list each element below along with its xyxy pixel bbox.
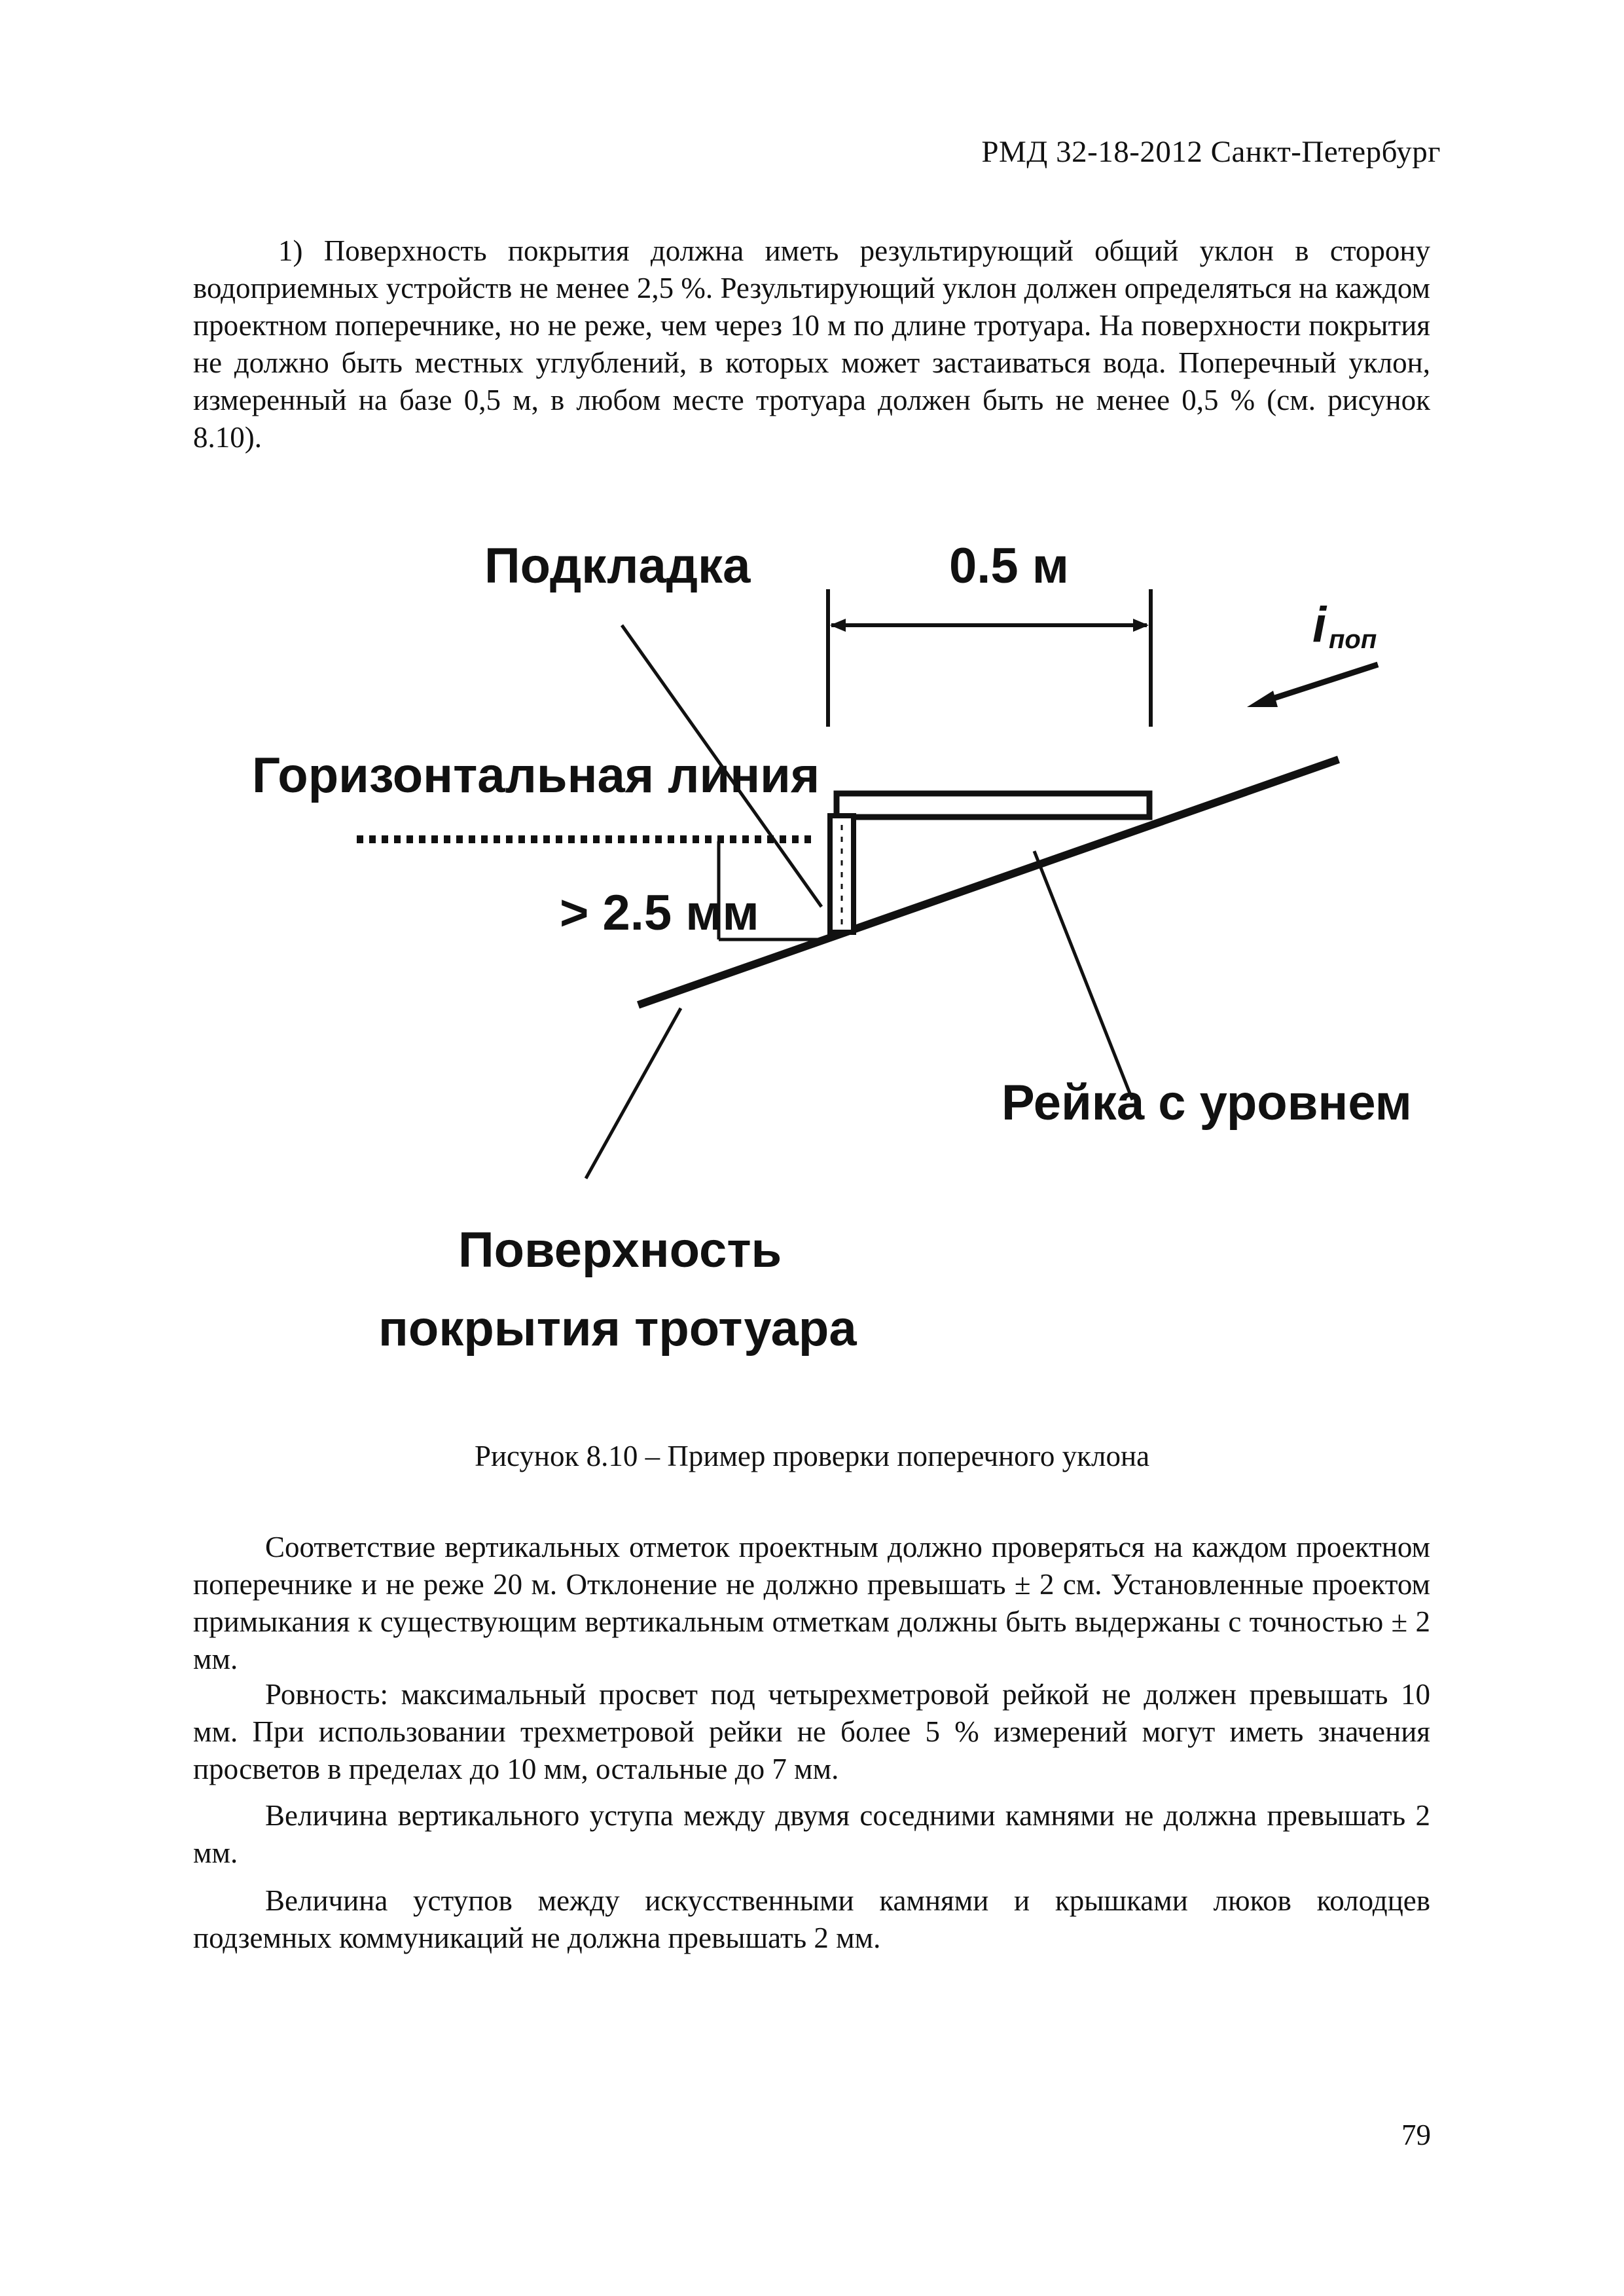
figure-slope-check bbox=[0, 511, 1624, 1427]
paragraph-evenness: Ровность: максимальный просвет под четырехметровой рейкой не должен превышать 10 мм. При использовании трехметровой рейки не более 5 % измерений могут иметь значения просветов в пределах до 10 мм, остальные до 7 мм. bbox=[193, 1678, 1430, 1785]
label-rail-with-level: Рейка с уровнем bbox=[1001, 1075, 1412, 1131]
dimension-arrow-right-icon bbox=[1133, 619, 1149, 632]
paragraph-vertical-step: Величина вертикального уступа между двумя соседними камнями не должна превышать 2 мм. bbox=[193, 1799, 1430, 1869]
leader-surface bbox=[586, 1008, 681, 1178]
document-header: РМД 32-18-2012 Санкт-Петербург bbox=[981, 135, 1441, 169]
label-slope-i: i bbox=[1312, 597, 1327, 653]
slope-arrow-head-icon bbox=[1247, 691, 1278, 707]
paragraph-manhole-steps: Величина уступов между искусственными камнями и крышками люков колодцев подземных коммуникаций не должна превышать 2 мм. bbox=[193, 1884, 1430, 1954]
label-surface-line2: покрытия тротуара bbox=[378, 1301, 857, 1357]
label-shim: Подкладка bbox=[484, 538, 751, 594]
slope-arrow-shaft bbox=[1267, 665, 1378, 701]
label-surface-line1: Поверхность bbox=[458, 1222, 782, 1278]
level-rail bbox=[837, 793, 1149, 817]
figure-caption: Рисунок 8.10 – Пример проверки поперечного уклона bbox=[474, 1440, 1150, 1472]
paragraph-slope-requirement: 1) Поверхность покрытия должна иметь результирующий общий уклон в сторону водоприемных устройств не менее 2,5 %. Результирующий уклон должен определяться на каждом проектном поперечнике, но не реже, чем через 10 м по длине тротуара. На поверхности покрытия не должно быть местных углублений, в которых может застаиваться вода. Поперечный уклон, измеренный на базе 0,5 м, в любом месте тротуара должен быть не менее 0,5 % (см. рисунок 8.10). bbox=[193, 234, 1430, 454]
label-horizontal-line: Горизонтальная линия bbox=[252, 748, 820, 803]
paragraph-vertical-marks: Соответствие вертикальных отметок проектным должно проверяться на каждом проектном поперечнике и не реже 20 м. Отклонение не должно превышать ± 2 см. Установленные проектом примыкания к существующим вертикальным отметкам должны быть выдержаны с точностью ± 2 мм. bbox=[193, 1531, 1430, 1675]
label-base-length: 0.5 м bbox=[949, 538, 1069, 594]
slope-diagram bbox=[0, 511, 1624, 1427]
page-number: 79 bbox=[1401, 2119, 1431, 2151]
leader-rail bbox=[1034, 851, 1132, 1100]
label-slope-sub: поп bbox=[1329, 625, 1377, 654]
dimension-arrow-left-icon bbox=[830, 619, 846, 632]
label-gap: > 2.5 мм bbox=[560, 885, 759, 941]
